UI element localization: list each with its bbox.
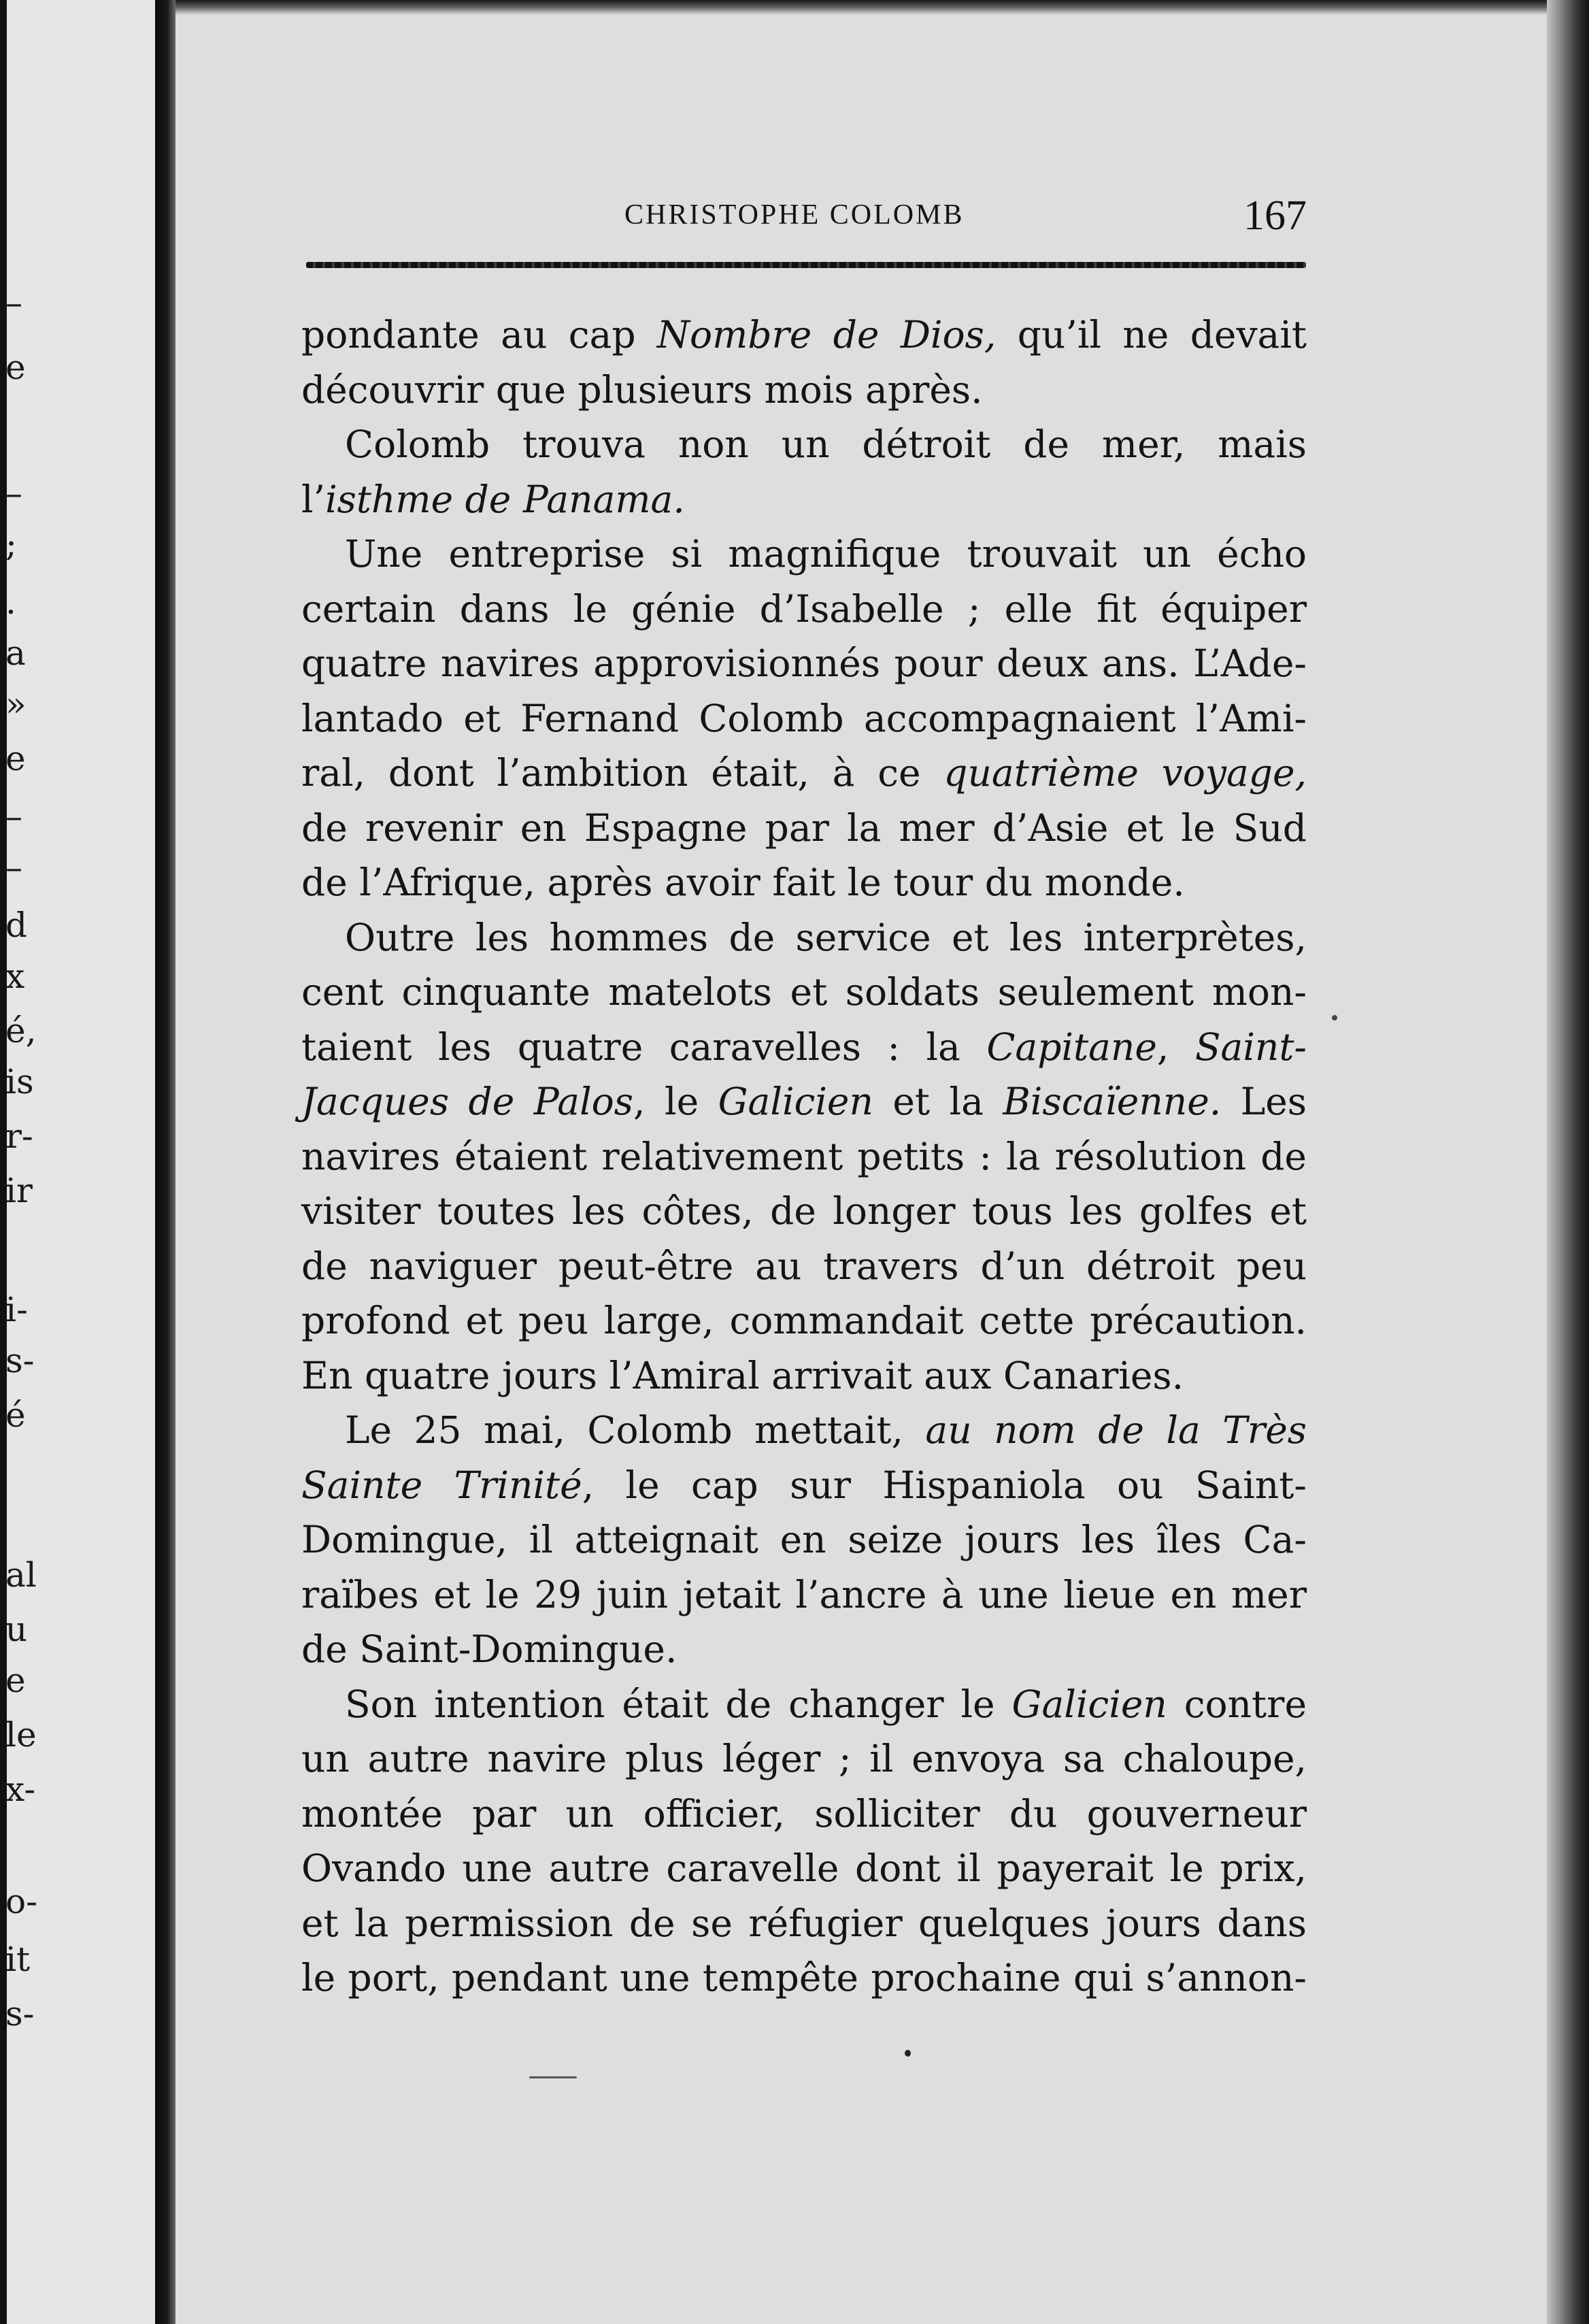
italic-text: Jacques de Palos <box>301 1080 634 1123</box>
text-line <box>301 1841 1307 1896</box>
facing-page-fragment: o- <box>5 1882 37 1921</box>
body-text <box>301 308 1307 2006</box>
text-line <box>301 1348 1307 1404</box>
facing-page-fragment: » <box>5 684 27 724</box>
italic-text: Galicien <box>718 1080 873 1123</box>
facing-page-fragment: d <box>5 906 28 945</box>
text-segment: le port, pendant une tempête prochaine qui s’annon- <box>301 1956 1307 1999</box>
text-line <box>301 472 1307 527</box>
facing-page-fragment: – <box>5 848 22 887</box>
text-line <box>301 363 1307 418</box>
text-line <box>301 1512 1307 1567</box>
italic-text: Saint- <box>1194 1025 1307 1069</box>
text-line <box>301 308 1307 363</box>
text-segment: lantado et Fernand Colomb accompagnaient l’Ami- <box>301 696 1307 740</box>
text-line <box>301 1293 1307 1348</box>
text-line <box>301 1896 1307 1951</box>
text-segment: Son intention était de changer le <box>345 1682 1012 1726</box>
text-line <box>301 1020 1307 1075</box>
facing-page-fragment: u <box>5 1610 28 1649</box>
facing-page-fragment: x <box>5 957 25 996</box>
text-segment: Domingue, il atteignait en seize jours les îles Ca- <box>301 1518 1307 1561</box>
text-segment: de revenir en Espagne par la mer d’Asie et le Sud <box>301 806 1307 850</box>
text-segment: de l’Afrique, après avoir fait le tour du monde. <box>301 861 1185 904</box>
text-segment: Une entreprise si magnifique trouvait un écho <box>345 532 1307 576</box>
page-number: 167 <box>1243 193 1307 239</box>
text-segment: , le <box>633 1080 718 1123</box>
italic-text: Sainte Trinité <box>301 1463 582 1507</box>
text-segment: profond et peu large, commandait cette précaution. <box>301 1299 1307 1342</box>
page-edge-shadow <box>1547 0 1589 2324</box>
facing-page-fragment: é <box>5 1395 26 1435</box>
facing-page-fragment: r- <box>5 1116 33 1156</box>
facing-page-fragment: it <box>5 1940 31 1979</box>
facing-page-fragment: – <box>5 797 22 836</box>
text-segment: qu’il ne devait <box>996 313 1307 356</box>
text-line <box>301 1567 1307 1623</box>
text-line <box>301 691 1307 746</box>
text-segment: certain dans le génie d’Isabelle ; elle fit équiper <box>301 586 1307 631</box>
text-line <box>301 1787 1307 1842</box>
text-segment: raïbes et le 29 juin jetait l’ancre à une lieue en mer <box>301 1572 1307 1616</box>
text-segment: un autre navire plus léger ; il envoya sa chaloupe, <box>301 1737 1307 1780</box>
text-line <box>301 1074 1307 1129</box>
facing-page-fragment: a <box>5 633 26 673</box>
text-segment: pondante au cap <box>301 313 657 356</box>
facing-page-fragment: ; <box>5 525 17 564</box>
text-segment: l’ <box>301 477 326 521</box>
text-segment: navires étaient relativement petits : la résolution de <box>301 1134 1307 1178</box>
text-line <box>301 582 1307 637</box>
italic-text: au nom de la Très <box>925 1408 1307 1452</box>
italic-text: Capitane <box>986 1025 1157 1069</box>
text-segment: et la permission de se réfugier quelques jours dans <box>301 1901 1307 1945</box>
speck <box>905 2050 911 2057</box>
text-segment: de naviguer peut-être au travers d’un détroit peu <box>301 1244 1307 1288</box>
italic-text: Nombre de Dios, <box>656 313 997 356</box>
text-line <box>301 1950 1307 2006</box>
facing-page-fragment: s- <box>5 1994 35 2034</box>
text-segment: , le cap sur Hispaniola ou Saint- <box>582 1463 1307 1507</box>
facing-page-fragment: al <box>5 1555 37 1595</box>
text-segment: découvrir que plusieurs mois après. <box>301 367 983 412</box>
text-line <box>301 1403 1307 1458</box>
text-line <box>301 417 1307 472</box>
facing-page-fragment: i- <box>5 1290 28 1329</box>
text-segment: Le 25 mai, Colomb mettait, <box>345 1408 926 1452</box>
text-line <box>301 1731 1307 1787</box>
text-segment: Ovando une autre caravelle dont il payerait le prix, <box>301 1846 1307 1890</box>
text-line <box>301 965 1307 1020</box>
facing-page-fragment: le <box>5 1715 37 1755</box>
text-segment: taient les quatre caravelles : la <box>301 1025 987 1069</box>
facing-page-fragment: x- <box>5 1770 36 1809</box>
text-segment: de Saint-Domingue. <box>301 1627 678 1671</box>
text-segment: , <box>1156 1025 1195 1069</box>
facing-page-fragment: é, <box>5 1011 37 1050</box>
text-segment: quatre navires approvisionnés pour deux ans. L’Ade- <box>301 642 1307 685</box>
text-segment: Colomb trouva non un détroit de mer, mais <box>345 422 1307 466</box>
facing-page-fragment: e <box>5 348 26 387</box>
facing-page-fragment: ir <box>5 1171 33 1210</box>
text-line <box>301 855 1307 910</box>
text-segment: contre <box>1167 1682 1307 1726</box>
text-segment: Outre les hommes de service et les interprètes, <box>345 915 1307 959</box>
text-line <box>301 1622 1307 1677</box>
text-segment: visiter toutes les côtes, de longer tous les golfes et <box>301 1189 1307 1233</box>
facing-page-fragment: e <box>5 1661 26 1700</box>
italic-text: Galicien <box>1011 1682 1167 1726</box>
facing-page-fragment: . <box>5 582 16 622</box>
text-line <box>301 910 1307 965</box>
text-line <box>301 746 1307 801</box>
text-line <box>301 801 1307 856</box>
facing-page-fragment: – <box>5 474 22 513</box>
facing-page-fragment: s- <box>5 1341 35 1380</box>
running-title: CHRISTOPHE COLOMB <box>624 199 965 231</box>
book-spine <box>155 0 175 2324</box>
italic-text: quatrième voyage, <box>943 751 1307 795</box>
speck <box>529 2076 577 2078</box>
header-rule <box>306 262 1306 268</box>
text-segment: ral, dont l’ambition était, à ce <box>301 751 944 795</box>
text-line <box>301 1129 1307 1184</box>
text-segment: montée par un officier, solliciter du gouverneur <box>301 1791 1307 1836</box>
text-line <box>301 527 1307 582</box>
text-line <box>301 1677 1307 1732</box>
facing-page-fragment: – <box>5 283 22 322</box>
text-segment: Les <box>1221 1080 1307 1123</box>
speck <box>1332 1015 1337 1020</box>
italic-text: Biscaïenne. <box>1003 1080 1222 1123</box>
facing-page-text-fragments <box>0 0 41 2324</box>
facing-page-fragment: e <box>5 739 26 778</box>
text-segment: et la <box>873 1080 1003 1123</box>
text-line <box>301 1184 1307 1239</box>
text-line <box>301 1458 1307 1513</box>
text-segment: cent cinquante matelots et soldats seulement mon- <box>301 970 1307 1014</box>
text-line <box>301 1239 1307 1294</box>
italic-text: isthme de Panama. <box>325 477 685 521</box>
facing-page-fragment: is <box>5 1062 34 1101</box>
text-line <box>301 636 1307 691</box>
book-page <box>175 0 1547 2324</box>
text-segment: En quatre jours l’Amiral arrivait aux Canaries. <box>301 1353 1184 1397</box>
